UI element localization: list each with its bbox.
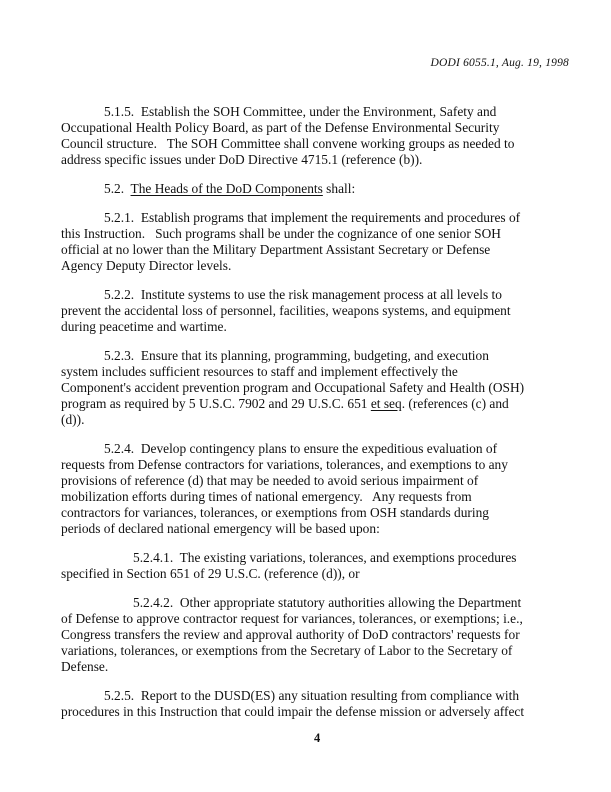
document-header: DODI 6055.1, Aug. 19, 1998 [430,57,569,69]
paragraph-5-2 [61,181,557,197]
text-line: 5.2.4.2. Other appropriate statutory authorities allowing the Department [133,595,522,610]
text-line: prevent the accidental loss of personnel, facilities, weapons systems, and equipment [61,303,511,318]
text-line: during peacetime and wartime. [61,319,227,334]
text-line: system includes sufficient resources to staff and implement effectively the [61,364,458,379]
paragraph-5-2-4-2 [61,595,557,675]
text-line: variations, tolerances, or exemptions from the Secretary of Labor to the Secretary of [61,643,513,658]
text-line: Council structure. The SOH Committee shall convene working groups as needed to [61,136,515,151]
text-line: periods of declared national emergency will be based upon: [61,521,380,536]
text-line: Defense. [61,659,109,674]
text-line: 5.2. The Heads of the DoD Components shall: [104,181,356,196]
text-line: this Instruction. Such programs shall be under the cognizance of one senior SOH [61,226,501,241]
text-line: Congress transfers the review and approval authority of DoD contractors' requests for [61,627,520,642]
text-line: 5.2.1. Establish programs that implement the requirements and procedures of [104,210,521,225]
document-body [61,104,557,720]
paragraph-5-1-5 [61,104,557,168]
text-line: 5.2.4. Develop contingency plans to ensure the expeditious evaluation of [104,441,498,456]
text-line: provisions of reference (d) that may be needed to avoid serious impairment of [61,473,479,488]
underlined-phrase: et seq [370,396,402,411]
paragraph-5-2-5 [61,688,557,720]
text-line: address specific issues under DoD Directive 4715.1 (reference (b)). [61,152,423,167]
page-number: 4 [314,731,321,745]
text-line: 5.1.5. Establish the SOH Committee, under the Environment, Safety and [104,104,497,119]
text-line: specified in Section 651 of 29 U.S.C. (reference (d)), or [61,566,360,581]
text-line: 5.2.2. Institute systems to use the risk management process at all levels to [104,287,502,302]
text-line: official at no lower than the Military Department Assistant Secretary or Defense [61,242,491,257]
text-line: 5.2.4.1. The existing variations, tolerances, and exemptions procedures [133,550,517,565]
paragraph-5-2-2 [61,287,557,335]
text-line: Occupational Health Policy Board, as part of the Defense Environmental Security [61,120,500,135]
paragraph-5-2-4 [61,441,557,537]
text-line: Agency Deputy Director levels. [61,258,232,273]
text-line: Component's accident prevention program and Occupational Safety and Health (OSH) [61,380,525,395]
text-line: mobilization efforts during times of national emergency. Any requests from [61,489,472,504]
underlined-phrase: The Heads of the DoD Components [130,181,323,196]
text-line: (d)). [61,412,85,427]
text-line: requests from Defense contractors for variations, tolerances, and exemptions to any [61,457,508,472]
text-line: program as required by 5 U.S.C. 7902 and 29 U.S.C. 651 et seq. (references (c) and [61,396,509,411]
paragraph-5-2-3 [61,348,557,428]
text-line: 5.2.3. Ensure that its planning, programming, budgeting, and execution [104,348,489,363]
paragraph-5-2-4-1 [61,550,557,582]
text-line: contractors for variances, tolerances, or exemptions from OSH standards during [61,505,489,520]
paragraph-5-2-1 [61,210,557,274]
text-line: of Defense to approve contractor request for variances, tolerances, or exemptions; i.e., [61,611,523,626]
text-line: 5.2.5. Report to the DUSD(ES) any situation resulting from compliance with [104,688,520,703]
text-line: procedures in this Instruction that could impair the defense mission or adversely affect [61,704,525,719]
